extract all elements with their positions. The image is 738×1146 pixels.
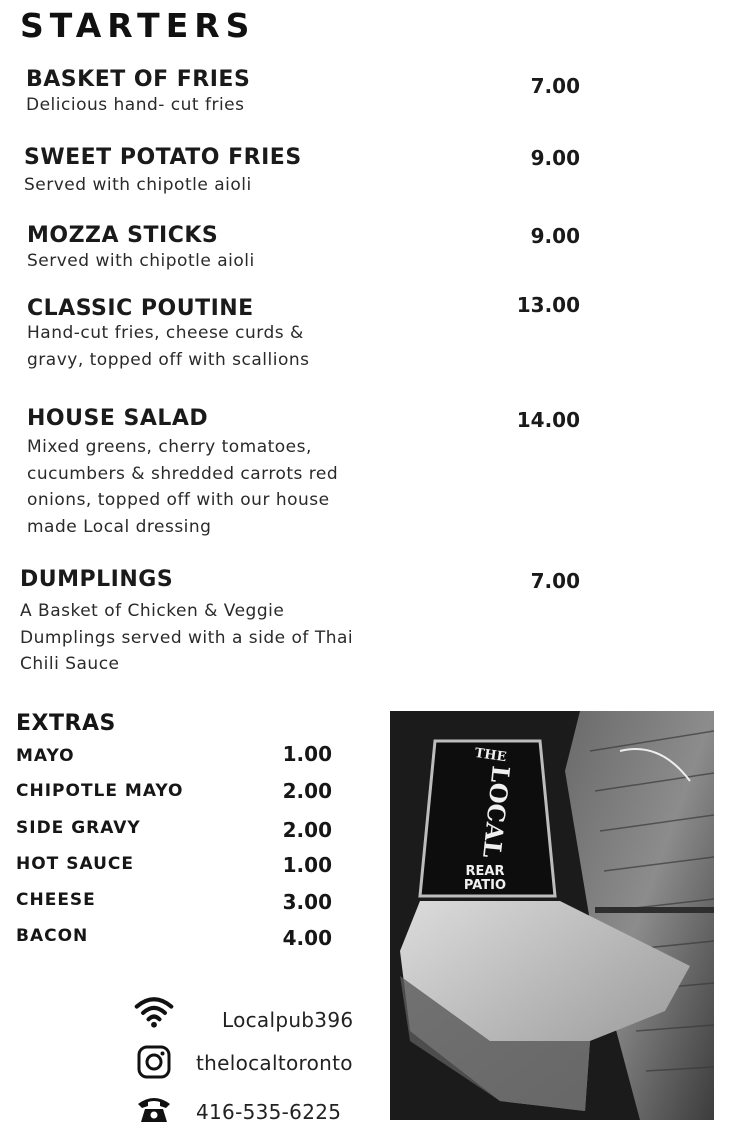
item-description: Served with chipotle aioli	[27, 251, 255, 271]
item-description: Delicious hand- cut fries	[26, 95, 245, 115]
item-price: 7.00	[530, 74, 580, 98]
section-title: STARTERS	[20, 6, 256, 45]
item-price: 9.00	[530, 146, 580, 170]
item-name: SWEET POTATO FRIES	[24, 145, 302, 170]
extra-name: BACON	[16, 926, 89, 946]
instagram-handle: thelocaltoronto	[196, 1051, 353, 1075]
extra-price: 2.00	[282, 818, 332, 842]
wifi-icon	[134, 994, 174, 1030]
item-description: Hand-cut fries, cheese curds & gravy, topped off with scallions	[27, 323, 310, 370]
extra-name: HOT SAUCE	[16, 854, 134, 874]
extra-price: 4.00	[282, 926, 332, 950]
instagram-icon	[134, 1044, 174, 1080]
wifi-password: Localpub396	[222, 1008, 354, 1032]
extra-name: MAYO	[16, 746, 75, 766]
item-description: A Basket of Chicken & Veggie Dumplings served with a side of Thai Chili Sauce	[20, 601, 354, 674]
pub-sign-photo	[390, 711, 714, 1120]
sign-text-rear: REAR	[465, 864, 505, 879]
extras-title: EXTRAS	[16, 711, 116, 736]
sign-text-local: LOCAL	[477, 764, 516, 860]
item-price: 14.00	[516, 408, 580, 432]
item-price: 13.00	[516, 293, 580, 317]
extra-name: SIDE GRAVY	[16, 818, 141, 838]
item-description: Served with chipotle aioli	[24, 175, 252, 195]
extra-price: 2.00	[282, 779, 332, 803]
item-price: 9.00	[530, 224, 580, 248]
item-name: DUMPLINGS	[20, 567, 174, 592]
extra-name: CHEESE	[16, 890, 96, 910]
item-name: MOZZA STICKS	[27, 223, 219, 248]
sign-text-patio: PATIO	[463, 878, 507, 893]
item-name: CLASSIC POUTINE	[27, 296, 254, 321]
extra-name: CHIPOTLE MAYO	[16, 781, 184, 801]
phone-number: 416-535-6225	[196, 1100, 342, 1124]
item-description: Mixed greens, cherry tomatoes, cucumbers & shredded carrots red onions, topped off with our house made Local dressing	[27, 437, 339, 537]
item-name: BASKET OF FRIES	[26, 67, 251, 92]
extra-price: 3.00	[282, 890, 332, 914]
item-price: 7.00	[530, 569, 580, 593]
extra-price: 1.00	[282, 742, 332, 766]
extra-price: 1.00	[282, 853, 332, 877]
item-name: HOUSE SALAD	[27, 406, 209, 431]
sign-text-the: THE	[473, 745, 508, 766]
telephone-icon	[134, 1092, 174, 1128]
